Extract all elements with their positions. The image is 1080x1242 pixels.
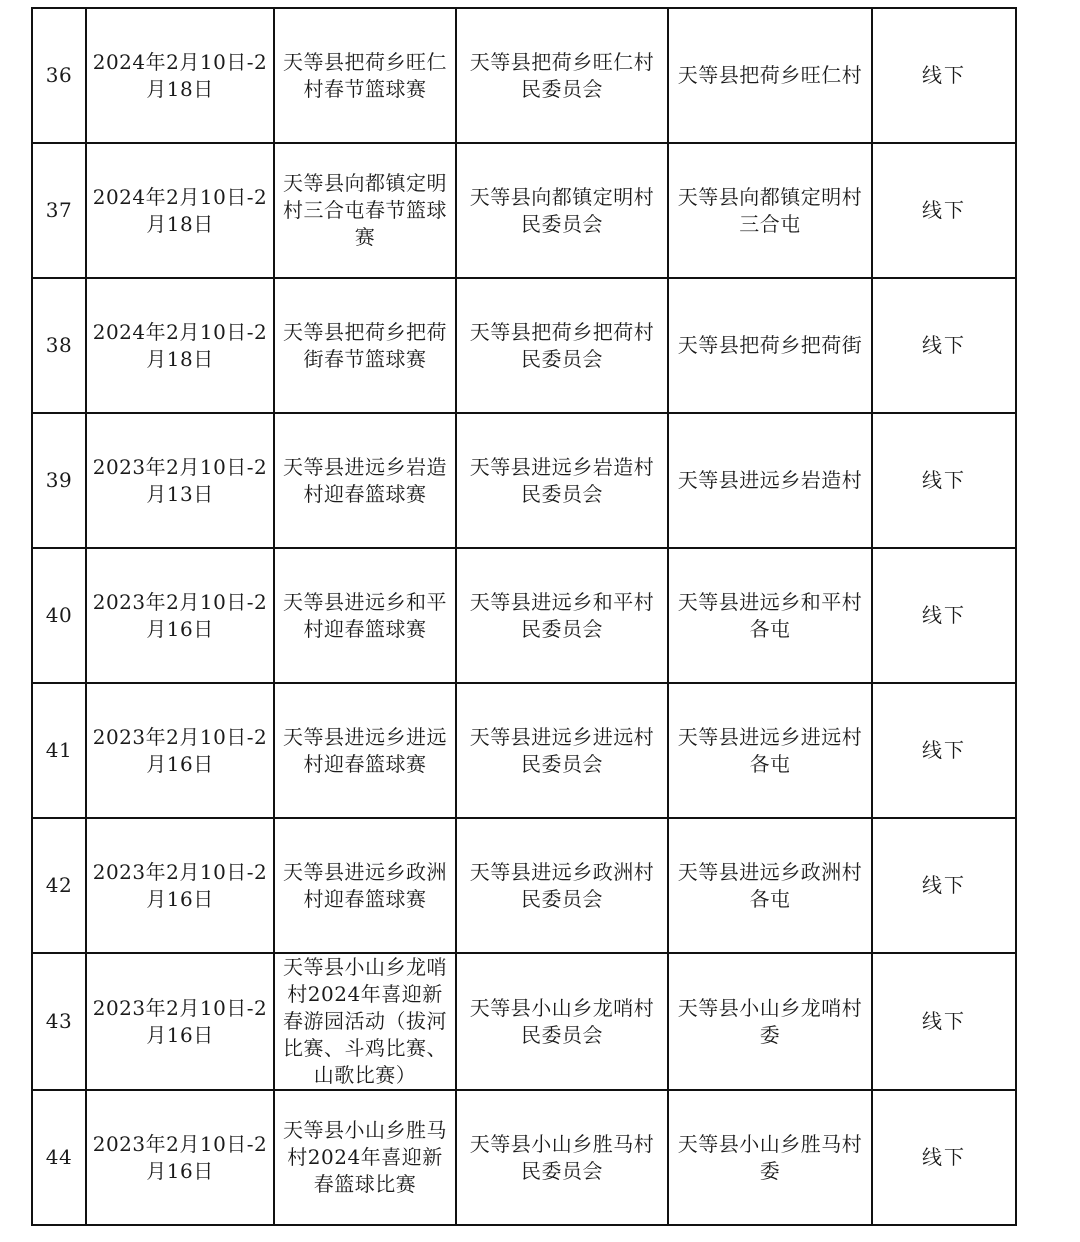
table-row: [32, 8, 1016, 143]
table-row: [32, 413, 1016, 548]
cell-number: 39: [32, 413, 86, 548]
cell-organizer: 天等县把荷乡旺仁村民委员会: [456, 8, 668, 143]
table-row: [32, 1090, 1016, 1225]
table-row: [32, 818, 1016, 953]
cell-event: 天等县小山乡龙哨村2024年喜迎新春游园活动（拔河比赛、斗鸡比赛、山歌比赛）: [274, 953, 456, 1090]
cell-organizer: 天等县向都镇定明村民委员会: [456, 143, 668, 278]
cell-number: 37: [32, 143, 86, 278]
cell-date: 2023年2月10日-2月13日: [86, 413, 274, 548]
cell-event: 天等县把荷乡把荷街春节篮球赛: [274, 278, 456, 413]
cell-mode: 线下: [872, 548, 1016, 683]
cell-mode: 线下: [872, 818, 1016, 953]
cell-date: 2023年2月10日-2月16日: [86, 548, 274, 683]
cell-venue: 天等县把荷乡旺仁村: [668, 8, 872, 143]
table-row: [32, 953, 1016, 1090]
cell-event: 天等县进远乡政洲村迎春篮球赛: [274, 818, 456, 953]
cell-number: 36: [32, 8, 86, 143]
cell-venue: 天等县小山乡龙哨村委: [668, 953, 872, 1090]
cell-organizer: 天等县进远乡和平村民委员会: [456, 548, 668, 683]
cell-event: 天等县向都镇定明村三合屯春节篮球赛: [274, 143, 456, 278]
cell-mode: 线下: [872, 278, 1016, 413]
cell-number: 44: [32, 1090, 86, 1225]
cell-venue: 天等县小山乡胜马村委: [668, 1090, 872, 1225]
cell-mode: 线下: [872, 8, 1016, 143]
cell-event: 天等县小山乡胜马村2024年喜迎新春篮球比赛: [274, 1090, 456, 1225]
table-row: [32, 143, 1016, 278]
cell-date: 2024年2月10日-2月18日: [86, 278, 274, 413]
cell-date: 2023年2月10日-2月16日: [86, 1090, 274, 1225]
cell-event: 天等县把荷乡旺仁村春节篮球赛: [274, 8, 456, 143]
cell-date: 2023年2月10日-2月16日: [86, 818, 274, 953]
cell-number: 43: [32, 953, 86, 1090]
cell-venue: 天等县进远乡进远村各屯: [668, 683, 872, 818]
cell-date: 2023年2月10日-2月16日: [86, 683, 274, 818]
document-page: [31, 7, 1015, 1226]
cell-venue: 天等县把荷乡把荷街: [668, 278, 872, 413]
cell-venue: 天等县向都镇定明村三合屯: [668, 143, 872, 278]
table-row: [32, 278, 1016, 413]
cell-number: 42: [32, 818, 86, 953]
cell-organizer: 天等县把荷乡把荷村民委员会: [456, 278, 668, 413]
cell-number: 41: [32, 683, 86, 818]
cell-event: 天等县进远乡和平村迎春篮球赛: [274, 548, 456, 683]
cell-date: 2024年2月10日-2月18日: [86, 143, 274, 278]
table-row: [32, 683, 1016, 818]
cell-number: 40: [32, 548, 86, 683]
cell-organizer: 天等县进远乡岩造村民委员会: [456, 413, 668, 548]
cell-venue: 天等县进远乡政洲村各屯: [668, 818, 872, 953]
cell-date: 2023年2月10日-2月16日: [86, 953, 274, 1090]
cell-mode: 线下: [872, 683, 1016, 818]
cell-organizer: 天等县小山乡胜马村民委员会: [456, 1090, 668, 1225]
cell-event: 天等县进远乡进远村迎春篮球赛: [274, 683, 456, 818]
cell-number: 38: [32, 278, 86, 413]
table-row: [32, 548, 1016, 683]
cell-date: 2024年2月10日-2月18日: [86, 8, 274, 143]
cell-mode: 线下: [872, 143, 1016, 278]
cell-venue: 天等县进远乡和平村各屯: [668, 548, 872, 683]
cell-organizer: 天等县进远乡政洲村民委员会: [456, 818, 668, 953]
cell-mode: 线下: [872, 1090, 1016, 1225]
event-table: [31, 7, 1017, 1226]
cell-mode: 线下: [872, 953, 1016, 1090]
cell-organizer: 天等县进远乡进远村民委员会: [456, 683, 668, 818]
cell-event: 天等县进远乡岩造村迎春篮球赛: [274, 413, 456, 548]
cell-organizer: 天等县小山乡龙哨村民委员会: [456, 953, 668, 1090]
cell-mode: 线下: [872, 413, 1016, 548]
cell-venue: 天等县进远乡岩造村: [668, 413, 872, 548]
